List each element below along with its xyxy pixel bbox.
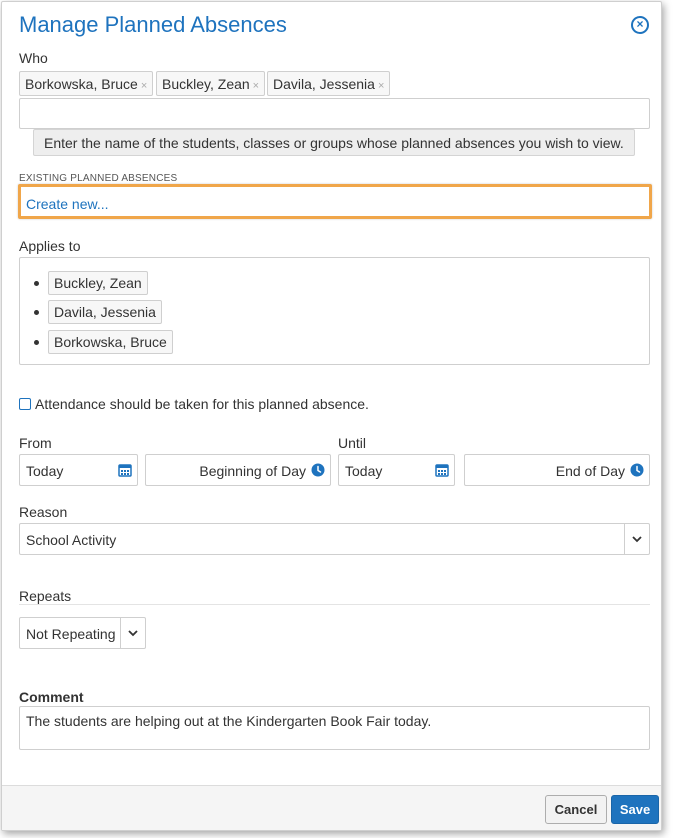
repeats-select[interactable] xyxy=(19,617,146,649)
bullet-icon xyxy=(34,340,39,345)
reason-dropdown-toggle[interactable] xyxy=(624,524,649,554)
clock-icon xyxy=(630,463,644,477)
from-label: From xyxy=(19,435,52,451)
chip-label: Buckley, Zean xyxy=(162,76,250,92)
student-tag: Davila, Jessenia xyxy=(48,300,162,324)
dialog-title: Manage Planned Absences xyxy=(19,12,287,37)
remove-chip-icon[interactable]: × xyxy=(140,80,148,92)
bullet-icon xyxy=(34,281,39,286)
bullet-icon xyxy=(34,310,39,315)
until-time-value: End of Day xyxy=(555,463,625,479)
chip-label: Borkowska, Bruce xyxy=(25,76,138,92)
dialog-footer xyxy=(2,785,661,830)
existing-absences-select[interactable] xyxy=(18,184,652,219)
comment-label: Comment xyxy=(19,689,84,705)
who-search-input[interactable] xyxy=(19,98,650,129)
repeats-label: Repeats xyxy=(19,588,72,604)
repeats-dropdown-toggle[interactable] xyxy=(120,618,145,648)
chip-label: Davila, Jessenia xyxy=(273,76,375,92)
existing-absences-label: EXISTING PLANNED ABSENCES xyxy=(19,173,178,184)
close-icon[interactable]: × xyxy=(631,16,649,34)
reason-value: School Activity xyxy=(26,532,117,548)
cancel-button[interactable]: Cancel xyxy=(545,795,607,824)
list-item xyxy=(34,271,148,295)
from-date-field[interactable] xyxy=(19,454,138,486)
comment-textarea[interactable]: The students are helping out at the Kindergarten Book Fair today. xyxy=(19,706,650,750)
attendance-checkbox[interactable] xyxy=(19,398,31,410)
student-tag: Buckley, Zean xyxy=(48,271,148,295)
repeats-value: Not Repeating xyxy=(26,626,116,642)
remove-chip-icon[interactable]: × xyxy=(252,80,260,92)
until-date-value: Today xyxy=(345,463,383,479)
list-item xyxy=(34,300,162,324)
repeats-divider xyxy=(19,604,650,605)
until-label: Until xyxy=(338,435,367,451)
from-time-field[interactable] xyxy=(145,454,331,486)
calendar-icon xyxy=(435,463,449,477)
student-tag: Borkowska, Bruce xyxy=(48,330,173,354)
who-hint-tooltip: Enter the name of the students, classes or groups whose planned absences you wish to view. xyxy=(33,129,635,156)
reason-select[interactable] xyxy=(19,523,650,555)
clock-icon xyxy=(311,463,325,477)
who-chip-buckley xyxy=(156,71,265,96)
reason-label: Reason xyxy=(19,504,68,520)
until-date-field[interactable] xyxy=(338,454,455,486)
who-chip-borkowska xyxy=(19,71,153,96)
attendance-checkbox-label[interactable]: Attendance should be taken for this planned absence. xyxy=(35,396,369,412)
until-time-field[interactable] xyxy=(464,454,650,486)
remove-chip-icon[interactable]: × xyxy=(377,80,385,92)
list-item xyxy=(34,330,173,354)
from-time-value: Beginning of Day xyxy=(199,463,306,479)
save-button[interactable]: Save xyxy=(611,795,659,824)
chevron-down-icon xyxy=(128,629,138,637)
from-date-value: Today xyxy=(26,463,64,479)
who-label: Who xyxy=(19,50,48,66)
create-new-link[interactable]: Create new... xyxy=(26,196,109,212)
chevron-down-icon xyxy=(632,535,642,543)
who-chip-davila xyxy=(267,71,390,96)
applies-to-label: Applies to xyxy=(19,238,81,254)
planned-absences-dialog xyxy=(1,1,662,831)
applies-to-list xyxy=(19,257,650,365)
calendar-icon xyxy=(118,463,132,477)
